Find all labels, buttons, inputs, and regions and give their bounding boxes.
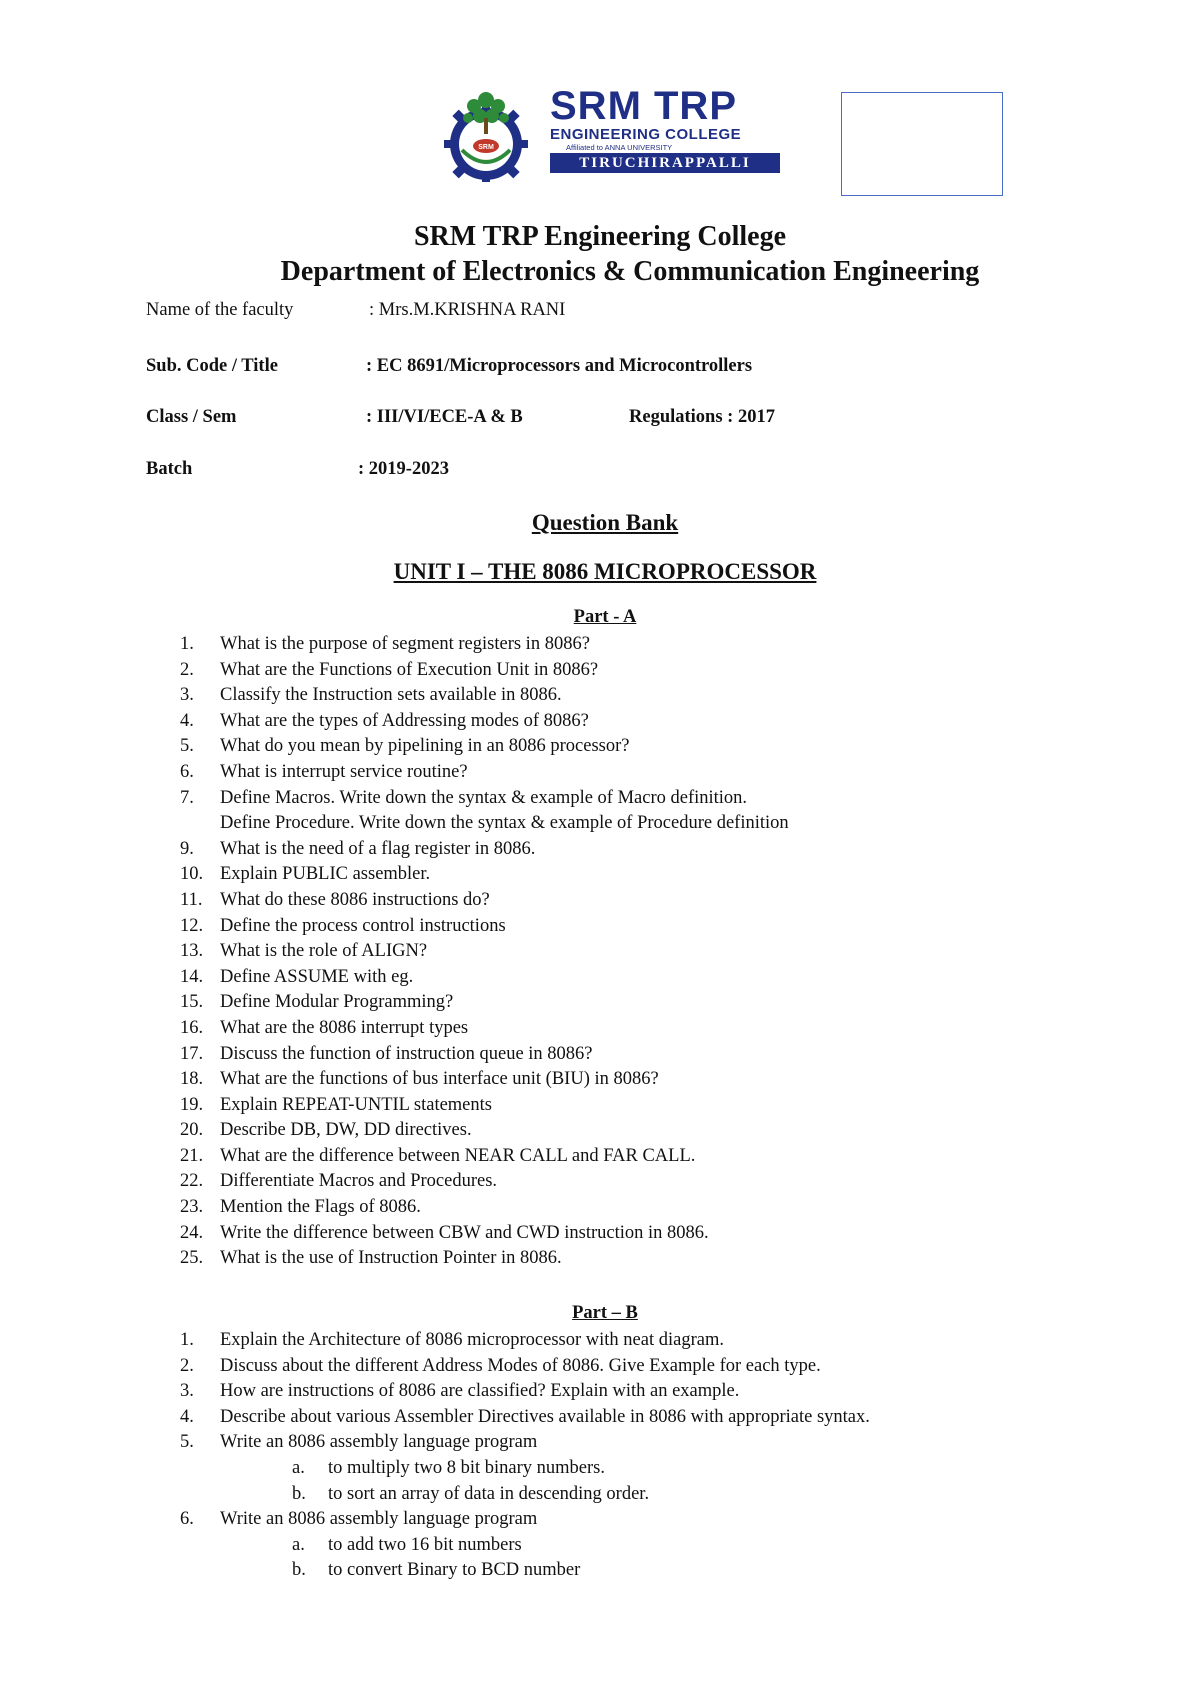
question-text: Discuss about the different Address Modes of 8086. Give Example for each type. xyxy=(220,1355,821,1376)
subquestion-text: to multiply two 8 bit binary numbers. xyxy=(328,1457,605,1478)
question-text: Write the difference between CBW and CWD instruction in 8086. xyxy=(220,1222,709,1243)
part-a-question xyxy=(180,990,1080,1016)
part-a-question xyxy=(180,1195,1080,1221)
batch-label: Batch xyxy=(146,459,193,479)
question-text: Discuss the function of instruction queue in 8086? xyxy=(220,1043,593,1064)
question-number: 1. xyxy=(180,634,194,654)
question-text: Mention the Flags of 8086. xyxy=(220,1197,421,1218)
part-a-question xyxy=(180,1144,1080,1170)
question-text: Describe about various Assembler Directives available in 8086 with appropriate syntax. xyxy=(220,1406,870,1427)
question-number: 5. xyxy=(180,1432,194,1453)
logo-subtitle: ENGINEERING COLLEGE xyxy=(550,126,742,143)
question-number: 2. xyxy=(180,659,194,680)
regulations: Regulations : 2017 xyxy=(629,407,775,427)
part-a-question xyxy=(180,1067,1080,1093)
question-number: 4. xyxy=(180,710,194,731)
question-text: Define Macros. Write down the syntax & example of Macro definition. xyxy=(220,787,748,808)
college-title: SRM TRP Engineering College xyxy=(413,221,787,252)
question-text: Differentiate Macros and Procedures. xyxy=(220,1171,498,1192)
part-b-subquestion xyxy=(180,1482,1080,1508)
class-label: Class / Sem xyxy=(146,407,237,427)
question-text: How are instructions of 8086 are classified? Explain with an example. xyxy=(220,1381,740,1402)
subquestion-text: to convert Binary to BCD number xyxy=(328,1560,581,1581)
subquestion-letter: b. xyxy=(292,1483,306,1504)
part-a-question xyxy=(180,658,1080,684)
question-number: 2. xyxy=(180,1355,194,1376)
college-logo xyxy=(434,84,782,182)
question-bank-title: Question Bank xyxy=(531,510,679,535)
part-b-question xyxy=(180,1328,1080,1354)
part-a-question xyxy=(180,939,1080,965)
question-number: 16. xyxy=(180,1017,204,1038)
question-number: 22. xyxy=(180,1171,204,1192)
question-text: Explain REPEAT-UNTIL statements xyxy=(220,1094,492,1115)
question-number: 25. xyxy=(180,1248,204,1269)
question-text: What is the need of a flag register in 8086. xyxy=(220,838,536,859)
question-text: What is the use of Instruction Pointer in 8086. xyxy=(220,1248,562,1269)
question-number: 6. xyxy=(180,1509,194,1530)
question-text: What are the functions of bus interface unit (BIU) in 8086? xyxy=(220,1069,659,1090)
question-number: 3. xyxy=(180,1381,194,1402)
part-a-question xyxy=(180,1246,1080,1272)
question-number: 10. xyxy=(180,864,204,885)
question-text: Classify the Instruction sets available in 8086. xyxy=(220,685,562,706)
question-text: What are the Functions of Execution Unit in 8086? xyxy=(220,659,599,680)
logo-name: SRM TRP xyxy=(550,84,737,128)
part-b-question xyxy=(180,1507,1080,1533)
question-text: What do these 8086 instructions do? xyxy=(220,889,490,910)
question-text: What is the purpose of segment registers in 8086? xyxy=(220,634,590,654)
question-text: Define the process control instructions xyxy=(220,915,506,936)
question-text: Define ASSUME with eg. xyxy=(220,966,414,987)
part-a-question xyxy=(180,1118,1080,1144)
part-b-subquestion xyxy=(180,1558,1080,1584)
part-a-question xyxy=(180,709,1080,735)
part-a-question xyxy=(180,888,1080,914)
faculty-label: Name of the faculty xyxy=(146,300,294,320)
logo-city: TIRUCHIRAPPALLI xyxy=(550,153,780,173)
question-text: Explain the Architecture of 8086 microprocessor with neat diagram. xyxy=(220,1330,724,1350)
part-a-question xyxy=(180,811,1080,837)
college-emblem-icon xyxy=(434,90,538,182)
question-number: 23. xyxy=(180,1197,204,1218)
question-number: 1. xyxy=(180,1330,194,1350)
subquestion-letter: a. xyxy=(292,1457,305,1478)
question-number: 6. xyxy=(180,761,194,782)
subquestion-text: to add two 16 bit numbers xyxy=(328,1534,522,1555)
part-a-question xyxy=(180,914,1080,940)
part-a-question xyxy=(180,1221,1080,1247)
part-a-question xyxy=(180,1169,1080,1195)
question-text: What are the types of Addressing modes of 8086? xyxy=(220,710,589,731)
question-number: 19. xyxy=(180,1094,204,1115)
part-b-heading: Part – B xyxy=(572,1303,638,1323)
part-b-question xyxy=(180,1405,1080,1431)
question-number: 14. xyxy=(180,966,204,987)
question-number: 17. xyxy=(180,1043,204,1064)
part-b-question xyxy=(180,1354,1080,1380)
part-a-question xyxy=(180,1016,1080,1042)
class-value: : III/VI/ECE-A & B xyxy=(366,407,523,427)
question-text: What are the 8086 interrupt types xyxy=(220,1017,469,1038)
part-a-question xyxy=(180,734,1080,760)
question-text: Describe DB, DW, DD directives. xyxy=(220,1120,472,1141)
question-number: 3. xyxy=(180,685,194,706)
part-a-question xyxy=(180,965,1080,991)
question-text: Define Modular Programming? xyxy=(220,992,454,1013)
subquestion-letter: b. xyxy=(292,1560,306,1581)
part-b-subquestion xyxy=(180,1533,1080,1559)
question-number: 7. xyxy=(180,787,194,808)
question-text: Explain PUBLIC assembler. xyxy=(220,864,431,885)
question-number: 20. xyxy=(180,1120,204,1141)
part-a-question xyxy=(180,1093,1080,1119)
batch-value: : 2019-2023 xyxy=(358,459,449,479)
question-text: What do you mean by pipelining in an 8086 processor? xyxy=(220,736,630,757)
question-number: 12. xyxy=(180,915,204,936)
logo-affiliation: Affiliated to ANNA UNIVERSITY xyxy=(566,143,673,152)
question-number: 21. xyxy=(180,1145,204,1166)
faculty-value: : Mrs.M.KRISHNA RANI xyxy=(369,300,566,320)
logo-wordmark xyxy=(550,84,782,182)
subject-value: : EC 8691/Microprocessors and Microcontrollers xyxy=(366,356,753,376)
question-number: 4. xyxy=(180,1406,194,1427)
question-number: 15. xyxy=(180,992,204,1013)
question-text: Define Procedure. Write down the syntax & example of Procedure definition xyxy=(220,813,789,834)
question-number: 11. xyxy=(180,889,203,910)
part-b-question xyxy=(180,1379,1080,1405)
part-b-question-list xyxy=(180,1328,1080,1584)
department-title: Department of Electronics & Communication Engineering xyxy=(280,256,980,287)
part-a-question xyxy=(180,683,1080,709)
part-a-question xyxy=(180,760,1080,786)
part-a-question xyxy=(180,862,1080,888)
unit-title: UNIT I – THE 8086 MICROPROCESSOR xyxy=(393,559,817,584)
question-number: 13. xyxy=(180,941,204,962)
question-number: 18. xyxy=(180,1069,204,1090)
part-a-question-list xyxy=(180,632,1080,1272)
question-text: What is the role of ALIGN? xyxy=(220,941,428,962)
question-number: 9. xyxy=(180,838,194,859)
subquestion-letter: a. xyxy=(292,1534,305,1555)
question-number: 24. xyxy=(180,1222,204,1243)
part-a-heading: Part - A xyxy=(573,607,637,627)
question-text: Write an 8086 assembly language program xyxy=(220,1509,538,1530)
part-b-subquestion xyxy=(180,1456,1080,1482)
part-b-question xyxy=(180,1430,1080,1456)
question-number: 5. xyxy=(180,736,194,757)
question-text: Write an 8086 assembly language program xyxy=(220,1432,538,1453)
part-a-question xyxy=(180,1042,1080,1068)
photo-placeholder-box xyxy=(841,92,1003,196)
question-text: What is interrupt service routine? xyxy=(220,761,468,782)
part-a-question xyxy=(180,632,1080,658)
part-a-question xyxy=(180,837,1080,863)
question-text: What are the difference between NEAR CALL and FAR CALL. xyxy=(220,1145,696,1166)
subquestion-text: to sort an array of data in descending order. xyxy=(328,1483,650,1504)
subject-label: Sub. Code / Title xyxy=(146,356,278,376)
part-a-question xyxy=(180,786,1080,812)
emblem-text: SRM xyxy=(478,144,494,151)
